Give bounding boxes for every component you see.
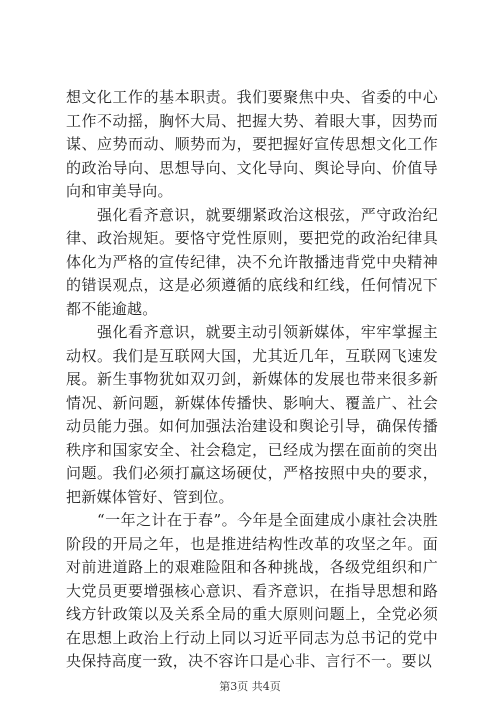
paragraph: 强化看齐意识，就要绷紧政治这根弦，严守政治纪律、政治规矩。要恪守党性原则，要把党的政治纪律具体化为严格的宣传纪律，决不允许散播违背党中央精神的错误观点，这是必须遵循的底线和红线，任何情况下都不能逾越。 xyxy=(66,205,438,318)
page-footer xyxy=(0,680,500,694)
paragraph: “一年之计在于春”。今年是全面建成小康社会决胜阶段的开局之年，也是推进结构性改革的攻坚之年。面对前进道路上的艰难险阻和各种挑战，各级党组织和广大党员更要增强核心意识、看齐意识，在指导思想和路线方针政策以及关系全局的重大原则问题上，全党必须在思想上政治上行动上同以习近平同志为总书记的党中央保持高度一致，决不容许口是心非、言行不一。要以 xyxy=(66,511,438,670)
paragraph: 想文化工作的基本职责。我们要聚焦中央、省委的中心工作不动摇，胸怀大局、把握大势、着眼大事，因势而谋、应势而动、顺势而为，要把握好宣传思想文化工作的政治导向、思想导向、文化导向、舆论导向、价值导向和审美导向。 xyxy=(66,88,438,200)
paragraph: 强化看齐意识，就要主动引领新媒体，牢牢掌握主动权。我们是互联网大国，尤其近几年，互联网飞速发展。新生事物犹如双刃剑，新媒体的发展也带来很多新情况、新问题，新媒体传播快、影响大、覆盖广、社会动员能力强。如何加强法治建设和舆论引导，确保传播秩序和国家安全、社会稳定，已经成为摆在面前的突出问题。我们必须打赢这场硬仗，严格按照中央的要求，把新媒体管好、管到位。 xyxy=(66,323,438,506)
document-body xyxy=(66,86,438,674)
page-number: 第3页 共4页 xyxy=(219,680,281,693)
